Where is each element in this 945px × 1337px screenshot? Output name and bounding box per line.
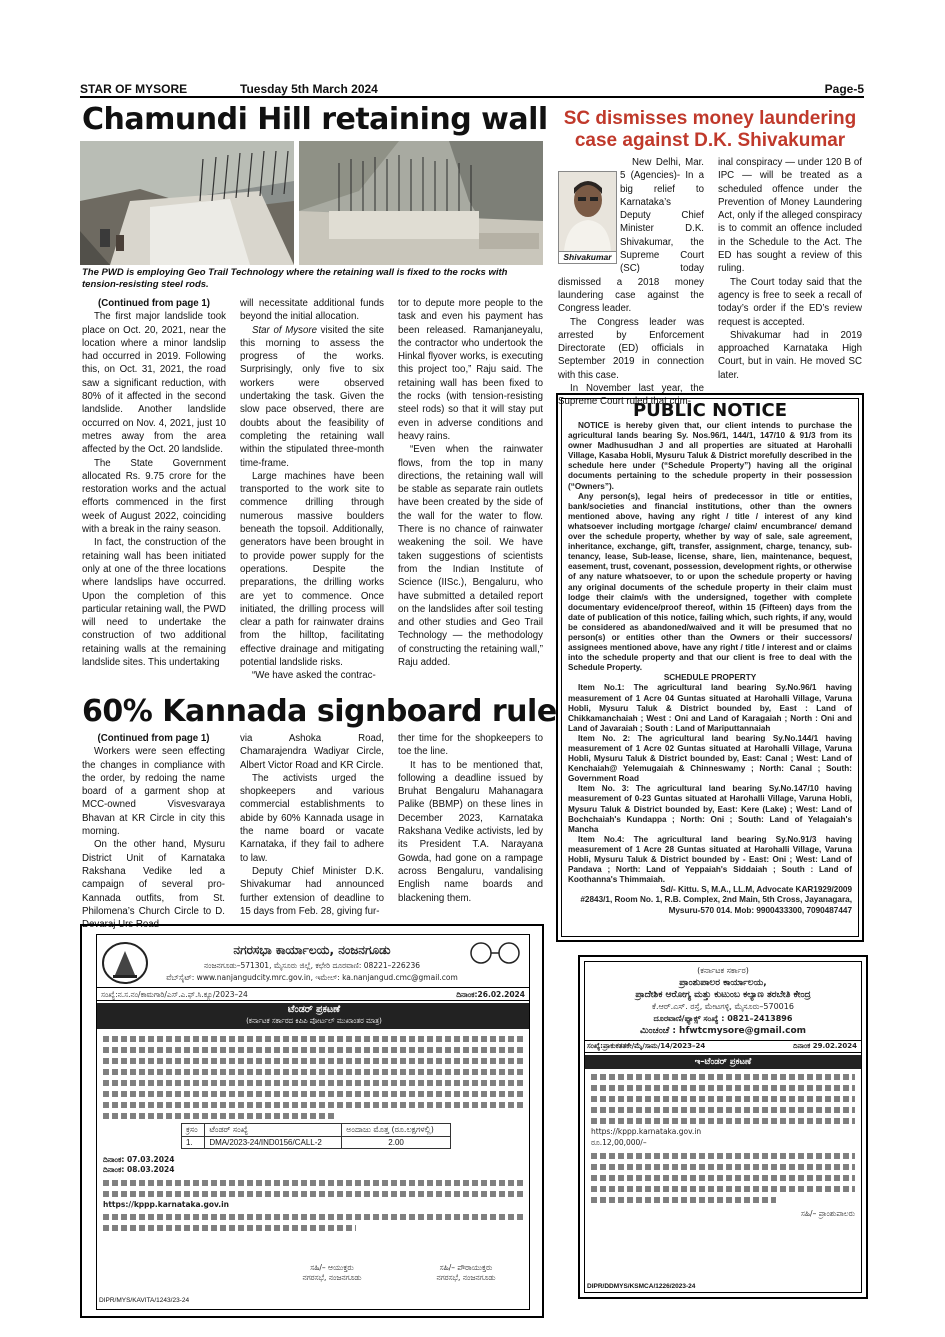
paragraph: inal conspiracy — under 120 B of IPC — will be treated as a scheduled offence under the Prevention of Money Laundering Act, only if the alleged conspiracy is to commit an offence included in the Schedule to the Act. The ED has sought a review of this ruling. — [718, 157, 862, 275]
office-phone: ದೂರವಾಣಿ/ಫ್ಯಾಕ್ಸ್ ಸಂಖ್ಯೆ : 0821–2413896 — [653, 1014, 793, 1023]
tender-notice-title: ಟೆಂಡರ್ ಪ್ರಕಟಣೆ — [287, 1004, 341, 1015]
public-notice-body — [568, 421, 852, 916]
table-cell: 1. — [182, 1137, 205, 1149]
paragraph: ther time for the shopkeepers to toe the line. — [398, 733, 543, 758]
etender-amount: ರೂ.12,00,000/– — [591, 1138, 647, 1147]
municipal-office-web: ವೆಬ್‌ಸೈಟ್: www.nanjangudcity.mrc.gov.in, ಇಮೇಲ್: ka.nanjangud.cmc@gmail.com — [166, 973, 458, 982]
tender-ref-row — [97, 987, 530, 1001]
issue-date: Tuesday 5th March 2024 — [240, 82, 378, 96]
health-ref-row — [585, 1040, 861, 1053]
tender-portal-link[interactable]: https://kppp.karnataka.gov.in — [103, 1200, 230, 1209]
photo-caption-shivakumar: Shivakumar — [558, 252, 617, 264]
paragraph: The State Government allocated Rs. 9.75 crore for the restoration works and the actual efforts commenced in the first week of August 2022, coinciding with a break in the rainy season. — [82, 457, 226, 536]
schedule-title: SCHEDULE PROPERTY — [663, 673, 757, 683]
table-header: ಕ್ರಸಂ — [182, 1124, 205, 1137]
sc-column-1 — [558, 156, 704, 409]
dipr-code: DIPR/MYS/KAVITA/1243/23-24 — [99, 1297, 190, 1304]
table-header: ಟೆಂಡರ್ ಸಂಖ್ಯೆ — [205, 1124, 342, 1137]
kannada-signboard-headline: 60% Kannada signboard rule — [82, 694, 557, 729]
publication-name: STAR OF MYSORE — [80, 82, 188, 96]
paragraph: Shivakumar had in 2019 approached Karnataka High Court, but in vain. He moved SC later. — [718, 329, 862, 381]
signature-office: ನಗರಸಭೆ, ನಂಜನಗೂಡು — [436, 1273, 496, 1282]
etender-banner: ಇ–ಟೆಂಡರ್ ಪ್ರಕಟಣೆ — [585, 1055, 861, 1069]
masthead — [80, 80, 864, 98]
page-number: Page-5 — [824, 82, 864, 96]
table-cell: 2.00 — [342, 1137, 451, 1149]
tender-terms-text — [103, 1155, 525, 1231]
chamundi-column-2 — [240, 297, 384, 683]
chamundi-column-3 — [398, 297, 543, 669]
signboard-column-2 — [240, 732, 384, 918]
paragraph: “Even when the rainwater flows, from the top in many directions, the retaining wall will be stable as separate rain outlets have been created by the side of the wall for the water to flow. There is no chance of rainwater weakening the soil. We have taken suggestions of scientists from the Indian Institute of Science (IISc.), Bengaluru, who have submitted a detailed report on the landslides after soil testing and other studies and Geo Trail Technology — the methodology of constructing the retaining wall,” Raju added. — [398, 444, 543, 669]
health-tender-ad — [578, 955, 868, 1299]
tender-date-2: ದಿನಾಂಕ: 08.03.2024 — [103, 1165, 175, 1174]
photo-caption: The PWD is employing Geo Trail Technology where the retaining wall is fixed to the rocks with tension-resisting steel rods. — [82, 267, 508, 290]
chamundi-headline: Chamundi Hill retaining wall — [82, 102, 548, 137]
public-notice-inner — [561, 398, 859, 937]
signboard-column-3 — [398, 732, 543, 905]
photo-retaining-wall-left — [80, 141, 294, 265]
advocate-address: #2843/1, Room No. 1, R.B. Complex, 2nd Main, 5th Cross, Jayanagara, Mysuru-570 014. Mob: 9900433300, 7090487447 — [580, 895, 852, 915]
health-ad-inner — [584, 961, 862, 1293]
tender-ad-inner — [96, 934, 530, 1310]
tender-table — [181, 1123, 451, 1149]
paragraph: In fact, the construction of the retaining wall has been initiated only at one of the three locations where landslips have occurred. Upon the completion of this particular retaining wall, the PWD will need to undertake the construction of two additional retaining walls at the remaining landslide sites. This undertaking — [82, 537, 226, 669]
office-address: ಕೆ.ಆರ್.ಎಸ್. ರಸ್ತೆ, ಮೇಟಗಳ್ಳಿ, ಮೈಸೂರು–570016 — [652, 1002, 794, 1011]
notice-paragraph: Any person(s), legal heirs of predecessor in title or entities, bank/societies and financial institutions, other than the owners mentioned above, having any right / title / interest of any kind whatsoever including mortgage /charge/ claim/ encumbrance/ demand over the schedule property, whether by way of sale, sale agreement, inheritance, exchange, gift, transfer, assignment, charge, tenancy, sub-tenancy, lease, Sub-lease, license, share, lien, maintenance, bequest, easement, trust, covenant, possession, development rights, or otherwise of any nature whatsoever, to or upon the schedule property or having any original documents of the schedule property in their claim must lodge their claim/s with the undersigned, together with complete documentary evidence/proof thereof, within 15 (Fifteen) days from the date of publication of this notice, failing which, such rights, if any, would be considered as abandoned/waived and it will be presumed that no person(s) or entities other than the Owners or their successors/ assignees mentioned above, have any right / title / interest and or claims into the schedule property and that our client is free to deal with the Schedule Property. — [568, 491, 852, 673]
chamundi-column-1 — [82, 297, 226, 669]
paragraph: “We have asked the contrac- — [252, 670, 376, 682]
health-dipr-code: DIPR/DDMYS/KSMCA/1226/2023-24 — [587, 1283, 696, 1290]
signature-commissioner — [277, 1263, 387, 1283]
signature-title: ಸಹಿ/– ಆಯುಕ್ತರು — [310, 1263, 354, 1272]
schedule-item: Item No. 2: The agricultural land bearing Sy.No.144/1 having measurement of 1 Acre 02 Guntas situated at Harohalli Village, Varuna Hobli, Mysuru Taluk & District bounded by, East: Canal ; West: Land of Kenchaiah@ Yelemugaiah & Chinneswamy ; North: Canal ; South: Government Road — [568, 733, 852, 784]
paragraph: Workers were seen effecting the changes in compliance with the order, by redoing the name board of a garment shop at MCC-owned Visvesvaraya Bhavan at KR Circle in city this morning. — [82, 746, 225, 838]
tender-ref-date: ದಿನಾಂಕ:26.02.2024 — [456, 990, 525, 999]
photo-retaining-wall-right — [299, 141, 543, 265]
tender-notice-banner — [97, 1003, 530, 1029]
etender-body — [585, 1074, 861, 1219]
govt-label: (ಕರ್ನಾಟಕ ಸರ್ಕಾರ) — [697, 966, 749, 975]
municipal-office-address: ನಂಜನಗೂಡು–571301, ಮೈಸೂರು ಜಿಲ್ಲೆ, ಕಛೇರಿ ದೂರವಾಣಿ: 08221–226236 — [203, 961, 421, 970]
paragraph — [240, 324, 384, 470]
paragraph: In November last year, the Supreme Court ruled that crim- — [558, 383, 704, 408]
table-cell: DMA/2023-24/IND0156/CALL-2 — [205, 1137, 342, 1149]
tender-body-text — [103, 1031, 525, 1119]
office-line-2: ಪ್ರಾದೇಶಿಕ ಆರೋಗ್ಯ ಮತ್ತು ಕುಟುಂಬ ಕಲ್ಯಾಣ ತರಬೇತಿ ಕೇಂದ್ರ — [635, 990, 811, 1000]
etender-portal[interactable]: https://kppp.karnataka.gov.in — [591, 1127, 702, 1136]
health-ref-date: ದಿನಾಂಕ 29.02.2024 — [793, 1042, 857, 1050]
paragraph: New Delhi, Mar. 5 (Agencies)- In a big relief to Karnataka’s Deputy Chief Minister D.K. Shivakumar, the Supreme Court (SC) today dismissed a 2018 money laundering case against the Congress leader. — [558, 157, 704, 315]
tender-date-1: ದಿನಾಂಕ: 07.03.2024 — [103, 1155, 175, 1164]
paragraph: tor to depute more people to the task and even his payment has been released. Ramanjaneyalu, the contractor who undertook the Hinkal flyover works, is executing this project too,” Raju said. The retaining wall has been fixed to the rocks (with tension-resisting steel rods) so that it will stay put even in adverse conditions and heavy rains. — [398, 298, 543, 442]
tender-notice-subtitle: (ಕರ್ನಾಟಕ ಸರ್ಕಾರದ ಕಿಪಿಪಿ ಪೋರ್ಟಲ್ ಮುಖಾಂತರ ಮಾತ್ರ) — [246, 1017, 382, 1025]
paragraph: The activists urged the shopkeepers and various commercial establishments to abide by 60% Kannada usage in the name board or vacate Karnataka, if they fail to adhere to law. — [240, 772, 384, 864]
schedule-item: Item No.4: The agricultural land bearing Sy.No.91/3 having measurement of 1 Acre 28 Guntas situated at Harohalli Village, Varuna Hobli, Mysuru Taluk & District bounded by - East: Oni ; West: Land of Pandava ; North: Land of Yeppaiah's Siddaiah ; South : Land of Koothanna's Thimmaiah. — [568, 834, 852, 885]
health-ref-number: ಸಂಖ್ಯೆ:ಪ್ರಾಕುಕತತಕೇ/ಮೈ/ಸಾಮ/14/2023–24 — [587, 1042, 706, 1050]
nanjangud-tender-ad — [80, 924, 544, 1318]
office-line-1: ಪ್ರಾಂಶುಪಾಲರ ಕಾರ್ಯಾಲಯ, — [679, 978, 767, 988]
publication-mention: Star of Mysore — [252, 324, 317, 336]
notice-paragraph: NOTICE is hereby given that, our client intends to purchase the agricultural lands bearing Sy. Nos.96/1, 144/1, 147/10 & 91/3 from its owner Madhusudhan J and all properties are situated at Harohalli Village, Kasaba Hobli, Mysuru Taluk & District morefully described in the schedule here under (“Schedule Property”) having all the original documents pertaining to the schedule property in their possession (“Owners”). — [568, 421, 852, 491]
principal-signature: ಸಹಿ/– ಪ್ರಾಂಶುಪಾಲರು — [800, 1209, 855, 1218]
signature-civic-commissioner — [411, 1263, 521, 1283]
paragraph: will necessitate additional funds beyond the initial allocation. — [240, 298, 384, 323]
paragraph: Large machines have been transported to the work site to commence drilling through numerous massive boulders beneath the topsoil. Additionally, generators have been brought in to provide power supply for the operations. Despite the preparations, the drilling works are yet to commence. Once initiated, the drilling process will clear a path for rainwater drains from the hilltop, facilitating effective drainage and mitigating potential landslide risks. — [240, 470, 384, 669]
advocate-signature: Sd/- Kittu. S, M.A., LL.M, Advocate KAR1929/2009 — [660, 885, 852, 895]
municipal-office-title: ನಗರಸಭಾ ಕಾರ್ಯಾಲಯ, ನಂಜನಗೂಡು — [233, 943, 391, 957]
paragraph: It has to be mentioned that, following a deadline issued by Bruhat Bengaluru Mahanagara Palike (BBMP) on these lines in December 2023, Karnataka Rakshana Vedike activists, led by its President T.A. Narayana Gowda, had gone on a rampage across Bengaluru, vandalising English name boards and blackening them. — [398, 759, 543, 904]
public-notice-title: PUBLIC NOTICE — [632, 400, 788, 421]
paragraph: The Court today said that the agency is free to seek a recall of today’s order if the ED’s review request is accepted. — [718, 276, 862, 328]
signature-office: ನಗರಸಭೆ, ನಂಜನಗೂಡು — [302, 1273, 362, 1282]
paragraph: via Ashoka Road, Chamarajendra Wadiyar Circle, Albert Victor Road and KR Circle. — [240, 733, 384, 771]
continued-note: (Continued from page 1) — [98, 298, 210, 309]
paragraph: The Congress leader was arrested by Enforcement Directorate (ED) officials in September 2019 in connection with this case. — [558, 316, 704, 381]
table-header: ಅಂದಾಜು ಮೊತ್ತ (ರೂ.ಲಕ್ಷಗಳಲ್ಲಿ) — [342, 1124, 451, 1137]
swachh-logo-icon — [469, 941, 525, 969]
sc-headline: SC dismisses money laundering case against D.K. Shivakumar — [563, 108, 857, 151]
schedule-item: Item No. 3: The agricultural land bearing Sy.No.147/10 having measurement of 0-23 Guntas situated at Harohalli Village, Varuna Hobli, Mysuru Taluk & District bounded by, East: Kere (Lake) ; West: Land of Bochchaiah's Kundappa ; North: Oni ; South: Land of Yelagaiah's Mancha — [568, 784, 852, 834]
office-email: ಮಿಂಚಂಚೆ : hfwtcmysore@gmail.com — [639, 1026, 807, 1036]
municipal-emblem-icon — [101, 941, 149, 985]
public-notice-ad — [556, 393, 864, 942]
paragraph: On the other hand, Mysuru District Unit of Karnataka Rakshana Vedike led a campaign of several pro-Kannada outfits, from St. Philomena’s Church Circle to D. Devaraj Urs Road — [82, 839, 225, 931]
photo-spacer — [558, 156, 620, 264]
schedule-item: Item No.1: The agricultural land bearing Sy.No.96/1 having measurement of 1 Acre 04 Guntas situated at Harohalli Village, Varuna Hobli, Mysuru Taluk & District bounded by, East : Land of Chikkamanchaiah ; West : Oni and Land of Karagaiah ; North : Oni and Land of Javaraiah ; South : Land of Mariputtannaiah — [568, 683, 852, 733]
signature-title: ಸಹಿ/– ಪೌರಾಯುಕ್ತರು — [439, 1263, 493, 1272]
signboard-column-1 — [82, 732, 225, 931]
paragraph: Deputy Chief Minister D.K. Shivakumar had announced further extension of deadline to 15 days from Feb. 28, giving fur- — [240, 865, 384, 917]
sc-column-2 — [718, 156, 862, 382]
paragraph-text: visited the site this morning to assess the progress of the works. Surprisingly, only five to six workers were observed undertaking the task. Given the slow pace observed, there are doubts about the feasibility of completing the retaining wall within the stipulated three-month time-frame. — [240, 324, 384, 469]
continued-note: (Continued from page 1) — [97, 733, 210, 744]
tender-ref-number: ಸಂಖ್ಯೆ:ನ.ಸ.ನಂ/ಕಾಮಗಾರಿ/ಎಸ್.ಎ.ಫ್.ಸಿ.ಕ್ಯೂ/2023–24 — [101, 990, 248, 999]
paragraph: The first major landslide took place on Oct. 20, 2021, near the location where a minor landslip had occurred in 2019. Following this, on Oct. 31, 2021, the road saw a significant reduction, with 80% of it affected in the second landslide. Another landslide occurred on Nov. 4, 2021, just 10 metres away from the area affected by the Oct. 20 landslide. — [82, 311, 226, 456]
